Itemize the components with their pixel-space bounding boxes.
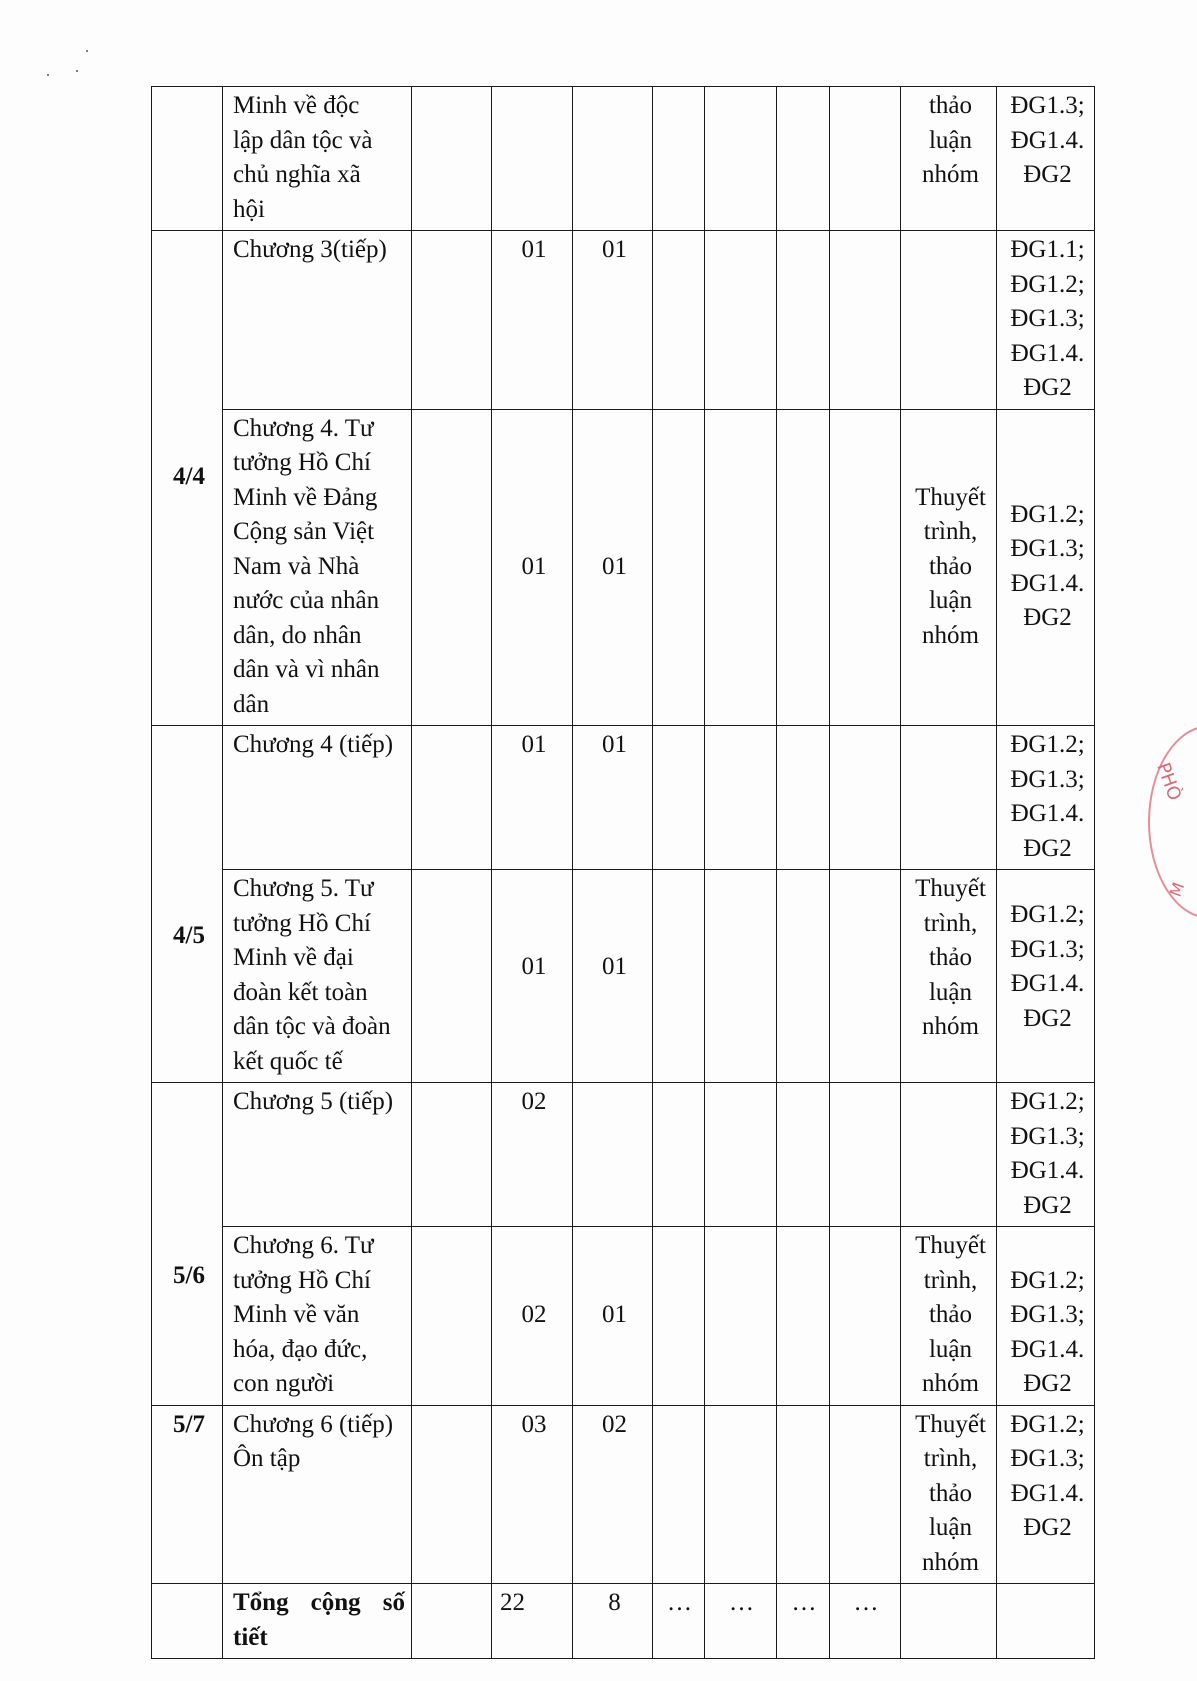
- method-line: trình,: [923, 518, 978, 545]
- evaluation-cell: [997, 231, 1095, 410]
- content-line: chủ nghĩa xã: [233, 161, 361, 188]
- evaluation-line: ĐG2: [1023, 1514, 1072, 1541]
- evaluation-line: ĐG1.3;: [1010, 1445, 1085, 1472]
- method-line: Thuyết: [915, 875, 986, 902]
- method-cell: [901, 1227, 997, 1406]
- method-cell: [901, 870, 997, 1083]
- empty-cell: [412, 726, 492, 870]
- hours-cell: [705, 870, 777, 1083]
- method-line: trình,: [923, 1266, 978, 1294]
- table-row: [152, 231, 1095, 410]
- hours-cell: 02: [573, 1405, 653, 1584]
- content-line: Chương 3(tiếp): [233, 236, 387, 263]
- method-cell: [901, 231, 997, 410]
- method-line: luận: [928, 978, 973, 1006]
- evaluation-line: ĐG1.3;: [1010, 1122, 1085, 1150]
- hours-cell: [777, 870, 830, 1083]
- hours-cell: [653, 231, 705, 410]
- content-line: dân: [233, 690, 270, 718]
- scan-speck: [76, 70, 78, 72]
- evaluation-cell: [997, 1405, 1095, 1584]
- table-row: [152, 870, 1095, 1083]
- table-row: [152, 1083, 1095, 1227]
- content-cell: [223, 1405, 412, 1584]
- content-cell: [223, 1083, 412, 1227]
- hours-cell: [777, 409, 830, 726]
- method-line: thảo: [928, 92, 973, 119]
- evaluation-line: ĐG2: [1023, 1191, 1072, 1219]
- content-cell: [223, 870, 412, 1083]
- hours-cell: [777, 231, 830, 410]
- evaluation-cell: [997, 1584, 1095, 1659]
- method-line: trình,: [923, 1445, 978, 1472]
- evaluation-cell: [997, 1083, 1095, 1227]
- hours-cell: [492, 87, 573, 231]
- evaluation-line: ĐG1.4.: [1010, 800, 1085, 827]
- hours-cell: 01: [492, 409, 573, 726]
- content-line: Cộng sản Việt: [233, 518, 375, 545]
- hours-cell: [830, 409, 901, 726]
- content-line: Chương 4. Tư: [233, 414, 374, 442]
- evaluation-line: ĐG2: [1023, 604, 1072, 632]
- evaluation-line: ĐG1.3;: [1010, 535, 1085, 563]
- hours-cell: 01: [573, 231, 653, 410]
- week-cell: 5/6: [152, 1083, 223, 1406]
- evaluation-line: ĐG1.4.: [1010, 1335, 1085, 1363]
- content-cell: [223, 231, 412, 410]
- method-line: luận: [928, 126, 973, 154]
- evaluation-line: ĐG1.4.: [1010, 126, 1085, 154]
- method-line: luận: [928, 1335, 973, 1363]
- evaluation-line: ĐG1.1;: [1010, 236, 1085, 263]
- hours-cell: [830, 1405, 901, 1584]
- total-row: [152, 1584, 1095, 1659]
- content-line: dân và vì nhân: [233, 656, 380, 683]
- hours-cell: [573, 1083, 653, 1227]
- evaluation-cell: [997, 409, 1095, 726]
- week-cell: 5/7: [152, 1405, 223, 1584]
- evaluation-line: ĐG1.3;: [1010, 305, 1085, 332]
- evaluation-line: ĐG2: [1023, 1004, 1072, 1032]
- evaluation-line: ĐG1.3;: [1010, 1301, 1085, 1328]
- content-line: Ôn tập: [233, 1445, 301, 1472]
- hours-cell: [777, 1083, 830, 1227]
- total-hours-cell: 22: [492, 1584, 573, 1659]
- hours-cell: [777, 726, 830, 870]
- content-cell: [223, 87, 412, 231]
- table-row: [152, 409, 1095, 726]
- week-cell: [152, 1584, 223, 1659]
- content-line: Minh về độc: [233, 92, 360, 119]
- hours-cell: [653, 1405, 705, 1584]
- hours-cell: 02: [492, 1083, 573, 1227]
- evaluation-line: ĐG1.2;: [1010, 1410, 1085, 1438]
- evaluation-line: ĐG1.3;: [1010, 765, 1085, 793]
- stamp-text: M: [1165, 879, 1189, 900]
- total-label-line: Tổng cộng số: [233, 1589, 405, 1616]
- content-line: tưởng Hồ Chí: [233, 1266, 371, 1294]
- method-line: nhóm: [922, 1013, 979, 1040]
- method-cell: [901, 1405, 997, 1584]
- evaluation-cell: [997, 87, 1095, 231]
- empty-cell: [412, 87, 492, 231]
- method-line: nhóm: [922, 621, 979, 649]
- table-row: [152, 1405, 1095, 1584]
- method-cell: [901, 1584, 997, 1659]
- evaluation-line: ĐG2: [1023, 161, 1072, 188]
- evaluation-cell: [997, 1227, 1095, 1406]
- content-line: Chương 5. Tư: [233, 875, 374, 902]
- method-cell: [901, 409, 997, 726]
- week-cell: 4/4: [152, 231, 223, 726]
- hours-cell: [653, 1227, 705, 1406]
- empty-cell: [412, 231, 492, 410]
- hours-cell: [705, 1405, 777, 1584]
- hours-cell: 01: [492, 870, 573, 1083]
- content-line: tưởng Hồ Chí: [233, 449, 371, 476]
- method-line: Thuyết: [915, 1410, 986, 1438]
- evaluation-line: ĐG1.4.: [1010, 970, 1085, 997]
- content-line: con người: [233, 1370, 335, 1397]
- content-cell: [223, 1227, 412, 1406]
- content-line: lập dân tộc và: [233, 126, 373, 154]
- evaluation-line: ĐG1.2;: [1010, 901, 1085, 928]
- hours-cell: [830, 726, 901, 870]
- method-cell: [901, 87, 997, 231]
- evaluation-line: ĐG2: [1023, 834, 1072, 862]
- content-line: hội: [233, 195, 265, 223]
- hours-cell: 02: [492, 1227, 573, 1406]
- evaluation-cell: [997, 726, 1095, 870]
- content-line: nước của nhân: [233, 587, 380, 614]
- hours-cell: [653, 1083, 705, 1227]
- hours-cell: 01: [573, 1227, 653, 1406]
- total-label-line: tiết: [233, 1623, 268, 1651]
- scan-speck: [47, 74, 49, 76]
- table-row: [152, 87, 1095, 231]
- empty-cell: [412, 1083, 492, 1227]
- total-hours-cell: …: [653, 1584, 705, 1659]
- method-line: luận: [928, 1514, 973, 1541]
- method-line: thảo: [928, 944, 973, 971]
- method-line: thảo: [928, 552, 973, 580]
- content-line: kết quốc tế: [233, 1047, 343, 1075]
- hours-cell: [830, 231, 901, 410]
- empty-cell: [412, 1584, 492, 1659]
- hours-cell: [830, 1227, 901, 1406]
- hours-cell: 01: [573, 726, 653, 870]
- evaluation-line: ĐG1.4.: [1010, 339, 1085, 367]
- method-line: Thuyết: [915, 483, 986, 511]
- content-line: Minh về Đảng: [233, 483, 378, 511]
- table-row: [152, 726, 1095, 870]
- method-line: nhóm: [922, 161, 979, 188]
- evaluation-line: ĐG1.2;: [1010, 731, 1085, 758]
- evaluation-line: ĐG1.2;: [1010, 1266, 1085, 1294]
- hours-cell: [777, 1405, 830, 1584]
- content-cell: [223, 409, 412, 726]
- hours-cell: [777, 87, 830, 231]
- hours-cell: [830, 870, 901, 1083]
- hours-cell: [653, 87, 705, 231]
- content-line: Minh về văn: [233, 1301, 360, 1328]
- content-cell: [223, 726, 412, 870]
- method-line: thảo: [928, 1301, 973, 1328]
- content-line: hóa, đạo đức,: [233, 1335, 368, 1363]
- hours-cell: [573, 87, 653, 231]
- total-hours-cell: …: [777, 1584, 830, 1659]
- hours-cell: 01: [492, 231, 573, 410]
- hours-cell: 01: [573, 409, 653, 726]
- week-cell: [152, 87, 223, 231]
- content-line: dân tộc và đoàn: [233, 1013, 391, 1040]
- evaluation-line: ĐG2: [1023, 1370, 1072, 1397]
- hours-cell: [653, 726, 705, 870]
- content-line: Minh về đại: [233, 944, 354, 971]
- content-line: Chương 4 (tiếp): [233, 731, 394, 758]
- empty-cell: [412, 409, 492, 726]
- total-hours-cell: 8: [573, 1584, 653, 1659]
- empty-cell: [412, 870, 492, 1083]
- hours-cell: [653, 409, 705, 726]
- empty-cell: [412, 1227, 492, 1406]
- total-hours-cell: …: [830, 1584, 901, 1659]
- content-line: dân, do nhân: [233, 621, 362, 649]
- content-line: Nam và Nhà: [233, 552, 360, 580]
- hours-cell: 01: [573, 870, 653, 1083]
- hours-cell: [777, 1227, 830, 1406]
- hours-cell: [705, 1083, 777, 1227]
- evaluation-line: ĐG1.2;: [1010, 270, 1085, 298]
- hours-cell: [705, 409, 777, 726]
- hours-cell: [830, 87, 901, 231]
- total-hours-cell: …: [705, 1584, 777, 1659]
- content-line: đoàn kết toàn: [233, 978, 368, 1006]
- hours-cell: [705, 231, 777, 410]
- evaluation-line: ĐG1.4.: [1010, 569, 1085, 597]
- method-cell: [901, 1083, 997, 1227]
- evaluation-line: ĐG1.4.: [1010, 1157, 1085, 1184]
- method-line: nhóm: [922, 1370, 979, 1397]
- evaluation-line: ĐG1.2;: [1010, 1088, 1085, 1115]
- evaluation-line: ĐG1.4.: [1010, 1479, 1085, 1507]
- table-row: [152, 1227, 1095, 1406]
- hours-cell: [705, 726, 777, 870]
- hours-cell: [705, 87, 777, 231]
- content-line: Chương 6. Tư: [233, 1232, 374, 1259]
- week-cell: 4/5: [152, 726, 223, 1083]
- content-line: Chương 6 (tiếp): [233, 1410, 394, 1438]
- scan-speck: [86, 50, 88, 52]
- evaluation-line: ĐG2: [1023, 374, 1072, 401]
- evaluation-line: ĐG1.3;: [1010, 935, 1085, 963]
- hours-cell: 01: [492, 726, 573, 870]
- method-line: luận: [928, 587, 973, 614]
- method-line: Thuyết: [915, 1232, 986, 1259]
- evaluation-line: ĐG1.3;: [1010, 92, 1085, 119]
- hours-cell: [705, 1227, 777, 1406]
- evaluation-cell: [997, 870, 1095, 1083]
- method-line: nhóm: [922, 1548, 979, 1576]
- total-label-cell: [223, 1584, 412, 1659]
- hours-cell: [830, 1083, 901, 1227]
- content-line: tưởng Hồ Chí: [233, 909, 371, 937]
- content-line: Chương 5 (tiếp): [233, 1088, 394, 1115]
- stamp-text: PHÒ: [1152, 760, 1186, 804]
- schedule-table: [151, 86, 1095, 1659]
- method-line: trình,: [923, 909, 978, 937]
- empty-cell: [412, 1405, 492, 1584]
- method-line: thảo: [928, 1479, 973, 1507]
- hours-cell: [653, 870, 705, 1083]
- method-cell: [901, 726, 997, 870]
- hours-cell: 03: [492, 1405, 573, 1584]
- evaluation-line: ĐG1.2;: [1010, 500, 1085, 528]
